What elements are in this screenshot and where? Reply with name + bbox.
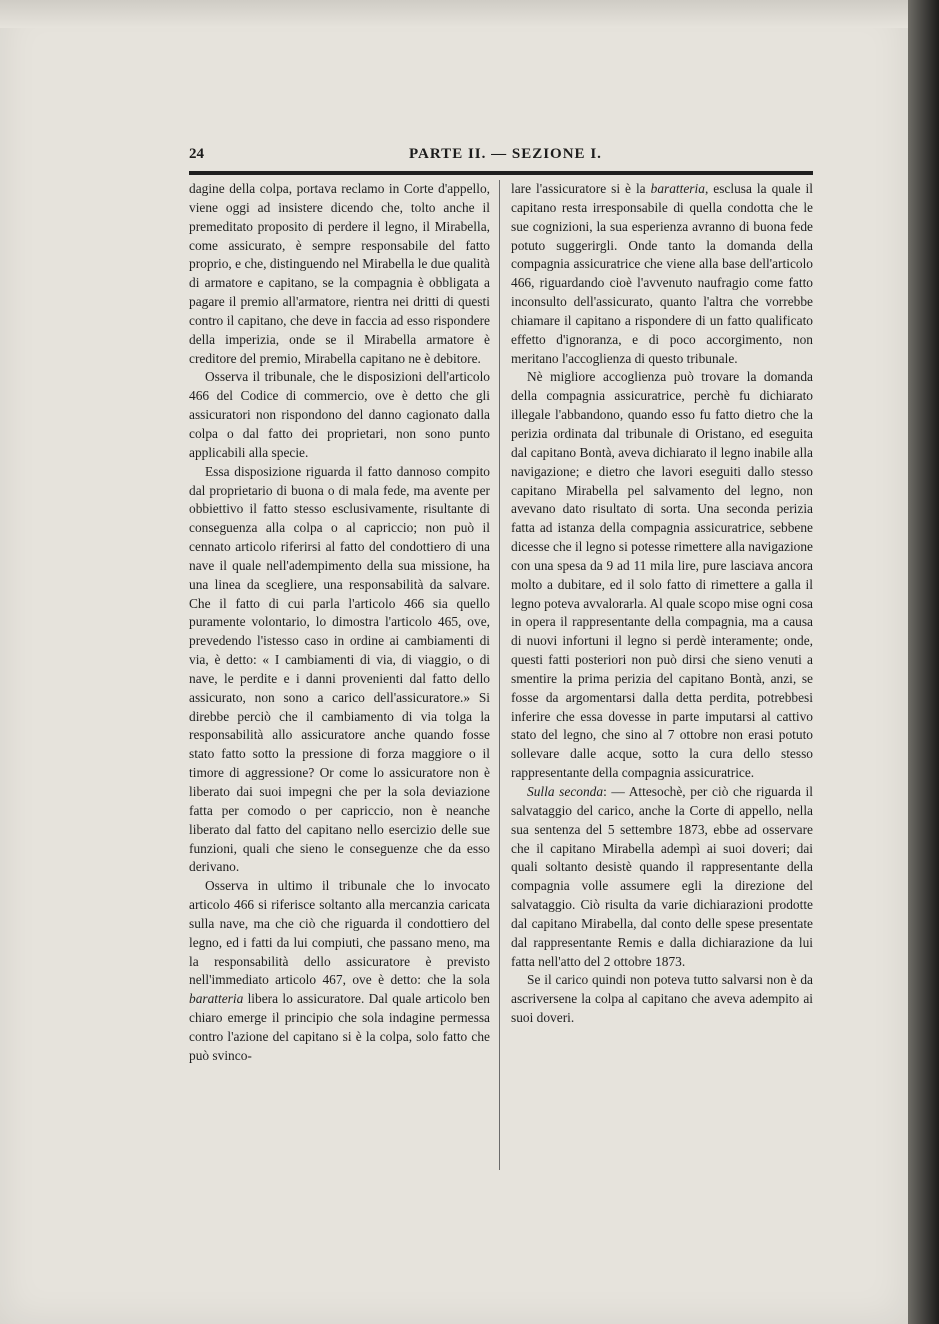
- right-paragraph-4: Se il carico quindi non poteva tutto salvarsi non è da ascriversene la colpa al capitano che aveva adempito ai suoi doveri.: [511, 972, 813, 1026]
- running-head: PARTE II. — SEZIONE I.: [409, 146, 602, 162]
- page-right-edge: [908, 0, 939, 1324]
- left-column: [189, 180, 490, 1066]
- page-header: [189, 146, 813, 168]
- left-paragraph-4-text-a: Osserva in ultimo il tribunale che lo invocato articolo 466 si riferisce soltanto alla mercanzia caricata sulla nave, ma che ciò che riguarda il condottiero del legno, ed i fatti da lui compiuti, che passano meno, ma la responsabilità dello assicuratore è previsto nell'immediato articolo 467, ove è detto: che la sola: [189, 878, 490, 988]
- left-paragraph-1: dagine della colpa, portava reclamo in Corte d'appello, viene oggi ad insistere dicendo che, tolto anche il premeditato proposito di perdere il legno, il Mirabella, come assicurato, è sempre responsabile del fatto proprio, e che, distinguendo nel Mirabella le due qualità di armatore e capitano, se la compagnia è obbligata a pagare il premio all'armatore, rientra nei dritti di questi contro il capitano, che deve in faccia ad esso rispondere della imperizia, onde se il Mirabella armatore è creditore del premio, Mirabella capitano ne è debitore.: [189, 181, 490, 366]
- left-paragraph-4: [189, 877, 490, 1065]
- right-paragraph-3: [511, 783, 813, 971]
- column-divider: [499, 180, 500, 1170]
- right-column: [511, 180, 813, 1028]
- right-paragraph-3-italic: Sulla seconda: [527, 784, 604, 799]
- right-paragraph-1-italic: baratteria: [650, 181, 705, 196]
- right-paragraph-3-text: : — Attesochè, per ciò che riguarda il salvataggio del carico, anche la Corte di appello, nella sua sentenza del 5 settembre 1873, ebbe ad osservare che il capitano Mirabella adempì ai suoi doveri; dai quali soltanto desistè quando il rappresentante della compagnia volle assumere egli la direzione del salvataggio. Ciò risulta da varie dichiarazioni prodotte dal capitano Mirabella, dal conto delle spese presentate dal rappresentante Remis e dalla dichiarazione da lui fatta nell'atto del 2 ottobre 1873.: [511, 784, 813, 969]
- page-top-edge: [0, 0, 908, 28]
- right-paragraph-2: Nè migliore accoglienza può trovare la domanda della compagnia assicuratrice, perchè fu dichiarato illegale l'abbandono, quando esso fu fatto dietro che la perizia ordinata dal tribunale di Oristano, ed eseguita dal capitano Bontà, aveva dichiarato il legno inabile alla navigazione; e dietro che lavori eseguiti dallo stesso capitano Mirabella pel salvamento del legno, non avevano dato risultato di sorta. Una seconda perizia fatta ad istanza della compagnia assicuratrice, sebbene dicesse che il legno si potesse rimettere alla navigazione con una spesa da 9 ad 11 mila lire, pure lasciava ancora molto a dubitare, ed il solo fatto di rimettere a galla il legno poteva avvalorarla. Al quale scopo mise ogni cosa in opera il rappresentante della compagnia, ma a causa di nuovi infortuni il legno si perdè interamente; onde, questi fatti posteriori non può dirsi che sieno venuti a smentire la prima perizia del capitano Bontà, anzi, se fosse da argomentarsi dalla detta perdita, potrebbesi inferire che essa dovesse in parte imputarsi al cattivo stato del legno, che sino al 7 ottobre non erasi potuto sollevare dalle acque, sotto la cura dello stesso rappresentante della compagnia assicuratrice.: [511, 369, 813, 781]
- left-paragraph-4-italic: baratteria: [189, 991, 244, 1007]
- right-paragraph-1-text-b: , esclusa la quale il capitano resta irresponsabile di quella condotta che le sue cognizioni, la sua esperienza avranno di buona fede potuto suggerirgli. Onde tanto la domanda della compagnia assicuratrice che viene alla base dell'articolo 466, riguardando cioè l'avvenuto naufragio come fatto inconsulto dell'assicurato, quanto l'altra che vorrebbe chiamare il capitano a rispondere di un fatto qualificato effetto d'ignoranza, e di poco accorgimento, non meritano l'accoglienza di questo tribunale.: [511, 181, 814, 366]
- right-paragraph-1: [511, 180, 813, 368]
- left-paragraph-3: Essa disposizione riguarda il fatto dannoso compito dal proprietario di buona o di mala fede, ma avente per obbiettivo il fatto stesso esclusivamente, risultante di conseguenza alla colpa o al capriccio; non può il cennato articolo riferirsi al fatto del condottiero di una nave il quale nell'adempimento della sua missione, ha una linea da scegliere, una responsabilità da salvare. Che il fatto di cui parla l'articolo 466 sia quello puramente volontario, lo dimostra l'articolo 465, ove, prevedendo l'istesso caso in ordine ai cambiamenti di via, è detto: « I cambiamenti di via, di viaggio, o di nave, le perdite e i danni provenienti dal fatto dello assicurato, non sono a carico dell'assicuratore.» Si direbbe perciò che il cambiamento di via tolga la responsabilità allo assicuratore anche quando fosse stato fatto sotto la pressione di forza maggiore o il timore di aggressione? Or come lo assicuratore non è liberato dai suoi impegni che per la sola deviazione fatta per comodo o per capriccio, non è neanche liberato dal fatto del capitano nello esercizio delle sue funzioni, quali che sieno le conseguenze che da esso derivano.: [189, 463, 490, 875]
- left-paragraph-4-text-b: libera lo assicuratore. Dal quale articolo ben chiaro emerge il principio che sola indagine permessa contro l'azione del capitano si è la colpa, solo fatto che può svinco-: [189, 991, 490, 1063]
- left-paragraph-2: Osserva il tribunale, che le disposizioni dell'articolo 466 del Codice di commercio, ove è detto che gli assicuratori non rispondono del danno cagionato dalla colpa o dal fatto dei proprietari, non sono punto applicabili alla specie.: [189, 369, 490, 460]
- header-rule: [189, 171, 813, 175]
- page-number: 24: [189, 146, 204, 162]
- right-paragraph-1-text-a: lare l'assicuratore si è la: [511, 181, 651, 196]
